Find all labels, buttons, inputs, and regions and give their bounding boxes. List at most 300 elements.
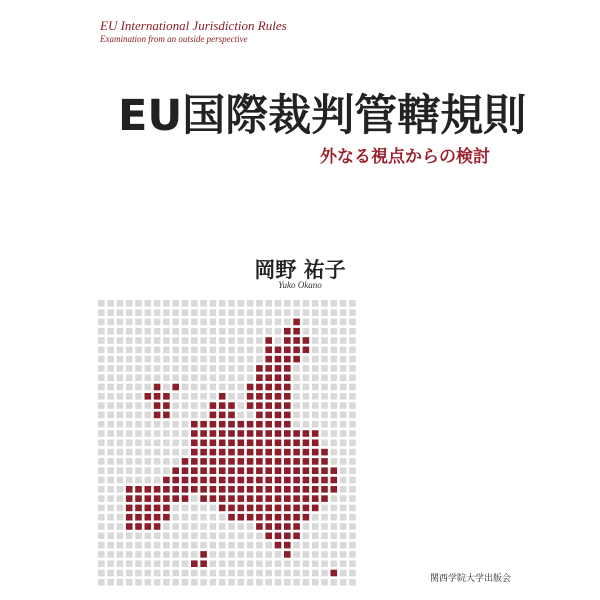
map-grid-dot [349, 467, 356, 474]
map-grid-dot [303, 523, 310, 530]
map-grid-dot [172, 365, 179, 372]
map-land-dot [321, 486, 328, 493]
map-grid-dot [98, 477, 105, 484]
map-land-dot [228, 449, 235, 456]
map-grid-dot [238, 533, 245, 540]
map-grid-dot [135, 542, 142, 549]
map-grid-dot [163, 347, 170, 354]
map-grid-dot [349, 337, 356, 344]
map-land-dot [312, 477, 319, 484]
map-grid-dot [228, 570, 235, 577]
map-grid-dot [340, 523, 347, 530]
map-grid-dot [200, 300, 207, 307]
map-land-dot [284, 365, 291, 372]
map-grid-dot [340, 467, 347, 474]
map-grid-dot [331, 412, 338, 419]
map-land-dot [182, 495, 189, 502]
map-land-dot [284, 328, 291, 335]
japanese-title: EU国際裁判管轄規則 [118, 91, 527, 141]
map-grid-dot [172, 570, 179, 577]
map-grid-dot [117, 514, 124, 521]
map-grid-dot [117, 495, 124, 502]
map-land-dot [265, 412, 272, 419]
map-grid-dot [247, 570, 254, 577]
map-grid-dot [182, 440, 189, 447]
map-grid-dot [98, 374, 105, 381]
map-grid-dot [312, 319, 319, 326]
map-grid-dot [340, 477, 347, 484]
map-grid-dot [182, 412, 189, 419]
map-land-dot [293, 319, 300, 326]
map-land-dot [275, 458, 282, 465]
map-land-dot [321, 477, 328, 484]
map-grid-dot [303, 533, 310, 540]
map-land-dot [219, 486, 226, 493]
map-land-dot [265, 533, 272, 540]
map-land-dot [293, 495, 300, 502]
map-land-dot [312, 440, 319, 447]
map-grid-dot [135, 347, 142, 354]
map-grid-dot [126, 393, 133, 400]
map-land-dot [284, 356, 291, 363]
map-grid-dot [210, 384, 217, 391]
map-land-dot [293, 505, 300, 512]
map-land-dot [265, 384, 272, 391]
map-grid-dot [154, 449, 161, 456]
map-grid-dot [145, 570, 152, 577]
map-land-dot [303, 514, 310, 521]
map-grid-dot [154, 421, 161, 428]
map-grid-dot [191, 328, 198, 335]
map-grid-dot [303, 328, 310, 335]
map-grid-dot [293, 300, 300, 307]
map-grid-dot [349, 570, 356, 577]
map-grid-dot [126, 560, 133, 567]
map-grid-dot [210, 356, 217, 363]
map-land-dot [293, 467, 300, 474]
map-land-dot [256, 393, 263, 400]
map-grid-dot [228, 347, 235, 354]
map-land-dot [312, 495, 319, 502]
map-land-dot [200, 477, 207, 484]
map-land-dot [265, 514, 272, 521]
map-grid-dot [312, 579, 319, 586]
map-grid-dot [182, 337, 189, 344]
map-grid-dot [117, 393, 124, 400]
map-land-dot [163, 412, 170, 419]
map-land-dot [293, 440, 300, 447]
map-grid-dot [126, 579, 133, 586]
map-grid-dot [191, 570, 198, 577]
map-grid-dot [145, 533, 152, 540]
map-land-dot [135, 514, 142, 521]
map-land-dot [247, 514, 254, 521]
map-grid-dot [172, 551, 179, 558]
map-grid-dot [331, 542, 338, 549]
map-land-dot [331, 486, 338, 493]
map-land-dot [275, 384, 282, 391]
map-grid-dot [154, 579, 161, 586]
map-grid-dot [135, 319, 142, 326]
map-grid-dot [182, 328, 189, 335]
map-grid-dot [107, 505, 114, 512]
map-land-dot [284, 458, 291, 465]
map-land-dot [163, 514, 170, 521]
map-grid-dot [107, 300, 114, 307]
map-grid-dot [107, 533, 114, 540]
map-grid-dot [321, 356, 328, 363]
map-grid-dot [321, 309, 328, 316]
map-grid-dot [117, 430, 124, 437]
map-land-dot [256, 421, 263, 428]
map-grid-dot [126, 300, 133, 307]
map-grid-dot [163, 328, 170, 335]
map-grid-dot [312, 523, 319, 530]
map-grid-dot [145, 356, 152, 363]
map-grid-dot [265, 319, 272, 326]
map-grid-dot [293, 421, 300, 428]
map-grid-dot [219, 309, 226, 316]
map-grid-dot [126, 402, 133, 409]
map-land-dot [200, 449, 207, 456]
map-land-dot [172, 467, 179, 474]
map-grid-dot [238, 319, 245, 326]
map-grid-dot [247, 551, 254, 558]
map-grid-dot [349, 319, 356, 326]
map-land-dot [228, 505, 235, 512]
map-grid-dot [135, 579, 142, 586]
map-grid-dot [191, 514, 198, 521]
map-land-dot [256, 402, 263, 409]
map-grid-dot [107, 430, 114, 437]
map-grid-dot [182, 449, 189, 456]
map-grid-dot [154, 551, 161, 558]
map-grid-dot [145, 542, 152, 549]
map-grid-dot [126, 542, 133, 549]
map-land-dot [275, 505, 282, 512]
map-grid-dot [228, 309, 235, 316]
map-grid-dot [135, 365, 142, 372]
map-grid-dot [191, 356, 198, 363]
map-land-dot [238, 430, 245, 437]
map-grid-dot [293, 309, 300, 316]
map-land-dot [145, 514, 152, 521]
map-grid-dot [331, 337, 338, 344]
map-land-dot [312, 430, 319, 437]
map-grid-dot [303, 309, 310, 316]
map-grid-dot [126, 570, 133, 577]
map-grid-dot [126, 421, 133, 428]
map-grid-dot [265, 542, 272, 549]
map-land-dot [275, 393, 282, 400]
map-grid-dot [265, 551, 272, 558]
map-grid-dot [238, 402, 245, 409]
map-grid-dot [107, 337, 114, 344]
map-grid-dot [210, 337, 217, 344]
map-land-dot [238, 458, 245, 465]
map-grid-dot [331, 328, 338, 335]
map-land-dot [163, 393, 170, 400]
map-grid-dot [163, 440, 170, 447]
map-land-dot [219, 467, 226, 474]
map-grid-dot [303, 356, 310, 363]
map-grid-dot [312, 356, 319, 363]
map-land-dot [265, 495, 272, 502]
map-grid-dot [98, 337, 105, 344]
map-grid-dot [154, 365, 161, 372]
map-grid-dot [191, 319, 198, 326]
map-grid-dot [145, 337, 152, 344]
map-land-dot [256, 505, 263, 512]
map-land-dot [293, 514, 300, 521]
map-grid-dot [107, 402, 114, 409]
map-grid-dot [117, 505, 124, 512]
map-land-dot [154, 495, 161, 502]
map-grid-dot [349, 309, 356, 316]
map-land-dot [247, 440, 254, 447]
map-land-dot [219, 430, 226, 437]
map-grid-dot [349, 514, 356, 521]
map-grid-dot [107, 412, 114, 419]
map-grid-dot [349, 328, 356, 335]
map-grid-dot [172, 458, 179, 465]
map-land-dot [256, 523, 263, 530]
map-grid-dot [340, 449, 347, 456]
map-grid-dot [256, 356, 263, 363]
map-grid-dot [228, 365, 235, 372]
map-grid-dot [154, 356, 161, 363]
map-grid-dot [98, 533, 105, 540]
map-land-dot [219, 421, 226, 428]
map-grid-dot [135, 421, 142, 428]
map-grid-dot [210, 347, 217, 354]
map-grid-dot [331, 495, 338, 502]
map-land-dot [256, 384, 263, 391]
map-grid-dot [126, 365, 133, 372]
map-grid-dot [331, 514, 338, 521]
map-land-dot [275, 449, 282, 456]
map-grid-dot [145, 365, 152, 372]
map-grid-dot [256, 551, 263, 558]
map-grid-dot [210, 328, 217, 335]
map-grid-dot [331, 384, 338, 391]
map-grid-dot [210, 505, 217, 512]
map-grid-dot [98, 328, 105, 335]
map-grid-dot [200, 533, 207, 540]
map-grid-dot [172, 356, 179, 363]
map-grid-dot [219, 560, 226, 567]
map-land-dot [210, 486, 217, 493]
map-land-dot [312, 449, 319, 456]
map-land-dot [238, 467, 245, 474]
map-grid-dot [247, 560, 254, 567]
map-grid-dot [349, 412, 356, 419]
map-grid-dot [135, 551, 142, 558]
map-grid-dot [172, 505, 179, 512]
map-land-dot [275, 374, 282, 381]
map-land-dot [293, 533, 300, 540]
map-grid-dot [265, 570, 272, 577]
map-grid-dot [117, 421, 124, 428]
map-grid-dot [191, 365, 198, 372]
map-land-dot [238, 495, 245, 502]
map-grid-dot [256, 337, 263, 344]
map-grid-dot [135, 309, 142, 316]
map-grid-dot [321, 542, 328, 549]
map-grid-dot [135, 384, 142, 391]
map-land-dot [154, 393, 161, 400]
map-grid-dot [107, 421, 114, 428]
map-grid-dot [349, 560, 356, 567]
map-grid-dot [191, 374, 198, 381]
map-grid-dot [172, 430, 179, 437]
map-grid-dot [135, 402, 142, 409]
map-land-dot [284, 523, 291, 530]
map-land-dot [247, 421, 254, 428]
map-grid-dot [340, 579, 347, 586]
map-grid-dot [349, 347, 356, 354]
map-grid-dot [163, 365, 170, 372]
map-grid-dot [182, 365, 189, 372]
map-grid-dot [98, 560, 105, 567]
map-land-dot [228, 495, 235, 502]
map-land-dot [284, 384, 291, 391]
map-grid-dot [247, 365, 254, 372]
map-grid-dot [107, 542, 114, 549]
map-grid-dot [98, 384, 105, 391]
map-land-dot [284, 533, 291, 540]
map-grid-dot [293, 579, 300, 586]
map-grid-dot [182, 430, 189, 437]
map-grid-dot [247, 309, 254, 316]
map-land-dot [275, 347, 282, 354]
map-grid-dot [154, 440, 161, 447]
map-grid-dot [98, 412, 105, 419]
map-grid-dot [182, 384, 189, 391]
map-grid-dot [135, 570, 142, 577]
map-grid-dot [340, 542, 347, 549]
map-grid-dot [154, 347, 161, 354]
map-land-dot [275, 440, 282, 447]
map-grid-dot [126, 374, 133, 381]
map-grid-dot [200, 514, 207, 521]
map-grid-dot [163, 542, 170, 549]
map-land-dot [154, 514, 161, 521]
map-grid-dot [135, 412, 142, 419]
map-grid-dot [349, 402, 356, 409]
map-grid-dot [107, 365, 114, 372]
map-grid-dot [331, 579, 338, 586]
map-land-dot [219, 393, 226, 400]
map-grid-dot [219, 533, 226, 540]
map-land-dot [321, 458, 328, 465]
map-grid-dot [172, 440, 179, 447]
map-grid-dot [172, 533, 179, 540]
map-land-dot [210, 440, 217, 447]
map-grid-dot [191, 309, 198, 316]
map-grid-dot [340, 412, 347, 419]
map-grid-dot [172, 449, 179, 456]
map-grid-dot [210, 319, 217, 326]
map-grid-dot [340, 514, 347, 521]
map-grid-dot [293, 542, 300, 549]
map-grid-dot [107, 560, 114, 567]
map-land-dot [265, 374, 272, 381]
map-grid-dot [256, 300, 263, 307]
map-grid-dot [98, 309, 105, 316]
map-grid-dot [107, 449, 114, 456]
map-grid-dot [340, 384, 347, 391]
japanese-subtitle: 外なる視点からの検討 [320, 147, 490, 167]
map-grid-dot [312, 300, 319, 307]
map-land-dot [200, 551, 207, 558]
map-grid-dot [145, 467, 152, 474]
map-grid-dot [126, 384, 133, 391]
map-grid-dot [117, 542, 124, 549]
map-grid-dot [107, 374, 114, 381]
map-land-dot [126, 514, 133, 521]
map-grid-dot [163, 319, 170, 326]
map-land-dot [182, 458, 189, 465]
map-grid-dot [117, 412, 124, 419]
map-grid-dot [172, 523, 179, 530]
map-grid-dot [135, 393, 142, 400]
map-grid-dot [331, 560, 338, 567]
map-grid-dot [154, 560, 161, 567]
map-land-dot [126, 495, 133, 502]
map-grid-dot [238, 365, 245, 372]
map-grid-dot [98, 319, 105, 326]
map-grid-dot [182, 300, 189, 307]
map-land-dot [293, 347, 300, 354]
map-grid-dot [256, 309, 263, 316]
map-grid-dot [107, 347, 114, 354]
map-grid-dot [228, 533, 235, 540]
map-grid-dot [265, 328, 272, 335]
map-grid-dot [256, 328, 263, 335]
map-grid-dot [256, 542, 263, 549]
map-land-dot [200, 421, 207, 428]
map-grid-dot [312, 393, 319, 400]
map-grid-dot [247, 300, 254, 307]
map-grid-dot [145, 412, 152, 419]
map-grid-dot [200, 402, 207, 409]
map-land-dot [210, 458, 217, 465]
map-grid-dot [284, 579, 291, 586]
map-land-dot [228, 458, 235, 465]
map-grid-dot [172, 542, 179, 549]
map-land-dot [256, 430, 263, 437]
map-grid-dot [312, 365, 319, 372]
map-land-dot [256, 514, 263, 521]
map-grid-dot [321, 347, 328, 354]
map-land-dot [135, 505, 142, 512]
map-grid-dot [247, 356, 254, 363]
map-grid-dot [321, 560, 328, 567]
map-grid-dot [275, 309, 282, 316]
map-land-dot [275, 514, 282, 521]
map-grid-dot [293, 384, 300, 391]
map-grid-dot [135, 337, 142, 344]
map-land-dot [247, 449, 254, 456]
map-grid-dot [331, 551, 338, 558]
map-grid-dot [117, 523, 124, 530]
map-grid-dot [107, 495, 114, 502]
map-grid-dot [238, 570, 245, 577]
map-grid-dot [284, 570, 291, 577]
map-grid-dot [117, 579, 124, 586]
map-land-dot [303, 430, 310, 437]
